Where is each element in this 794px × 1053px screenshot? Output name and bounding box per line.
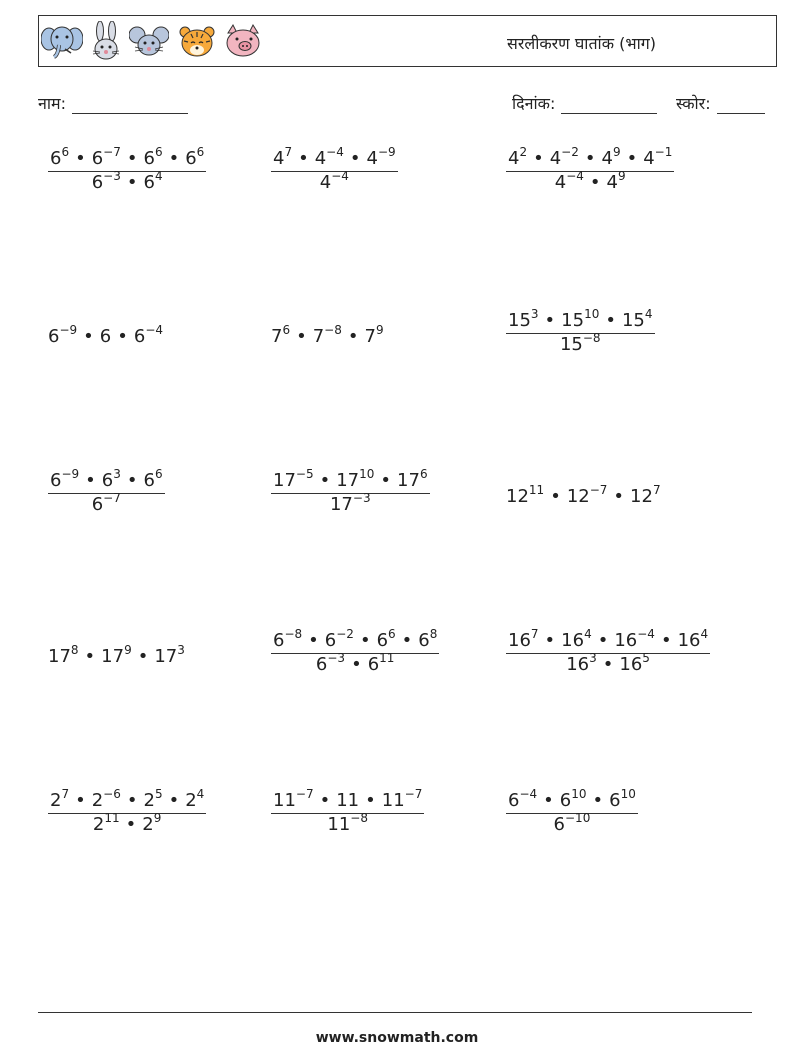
power-term: $4^{-4}$ [319,169,349,193]
power-term: $4^{-2}$ [549,145,579,169]
footer-divider [38,1012,752,1013]
power-term: $6^{-7}$ [91,145,121,169]
power-term: $2^9$ [142,811,162,835]
fraction [506,145,674,193]
power-term: $17^6$ [397,467,428,491]
footer-url: www.snowmath.com [315,1030,479,1046]
power-term: $7^9$ [364,323,384,347]
denominator [506,333,655,355]
name-label: नाम: [38,94,66,113]
multiply-dot: • [296,326,307,347]
score-label: स्कोर: [676,94,711,113]
numerator [506,145,674,171]
date-blank[interactable] [561,97,657,114]
multiply-dot: • [602,654,614,675]
power-term: $15^{10}$ [561,307,600,331]
power-term: $6^6$ [50,145,70,169]
problem-7 [48,467,165,515]
multiply-dot: • [319,470,331,491]
multiply-dot: • [126,470,138,491]
multiply-dot: • [168,148,180,169]
power-term: $15^3$ [508,307,539,331]
multiply-dot: • [83,326,94,347]
elephant-icon [41,21,83,61]
problem-1 [48,145,206,193]
score-field [676,92,765,114]
expression [48,323,164,347]
power-term: $12^7$ [630,483,661,507]
multiply-dot: • [126,790,138,811]
problem-5 [271,323,384,347]
problem-6 [506,307,655,355]
power-term: $4^{-4}$ [314,145,344,169]
power-term: $4^7$ [273,145,293,169]
numerator [506,787,638,813]
problem-2 [271,145,398,193]
multiply-dot: • [347,326,359,347]
mouse-icon [129,21,169,61]
date-field [512,92,657,114]
multiply-dot: • [592,790,604,811]
numerator [271,145,398,171]
power-term: $2^5$ [143,787,163,811]
problem-9 [506,483,661,507]
denominator [271,813,424,835]
problem-14 [271,787,424,835]
power-term: $4^{-4}$ [554,169,584,193]
fraction [271,467,430,515]
date-label: दिनांक: [512,94,556,113]
problem-10 [48,643,185,667]
multiply-dot: • [298,148,309,169]
multiply-dot: • [584,148,596,169]
numerator [48,787,206,813]
numerator [506,307,655,333]
power-term: $17^{-3}$ [329,491,371,515]
multiply-dot: • [308,630,319,651]
power-term: $7^{-8}$ [312,323,342,347]
power-term: $4^9$ [606,169,626,193]
multiply-dot: • [544,310,556,331]
multiply-dot: • [125,814,137,835]
multiply-dot: • [401,630,413,651]
power-term: $2^4$ [185,787,205,811]
denominator [271,653,439,675]
multiply-dot: • [589,172,601,193]
problem-13 [48,787,206,835]
multiply-dot: • [319,790,331,811]
multiply-dot: • [597,630,609,651]
numerator [271,467,430,493]
numerator [48,467,165,493]
denominator [48,813,206,835]
problem-4 [48,323,164,347]
power-term: $6^{-3}$ [315,651,346,675]
multiply-dot: • [613,486,625,507]
problem-3 [506,145,674,193]
power-term: $4^2$ [508,145,528,169]
power-term: $4^{-9}$ [366,145,396,169]
fraction [48,145,206,193]
power-term: $6^{-8}$ [273,627,303,651]
power-term: $6^{-3}$ [91,169,121,193]
multiply-dot: • [605,310,616,331]
problem-11 [271,627,439,675]
denominator [48,493,165,515]
numerator [506,627,710,653]
power-term: $6^6$ [376,627,396,651]
power-term: $6^{-10}$ [553,811,591,835]
multiply-dot: • [660,630,672,651]
power-term: $6^{-9}$ [50,467,80,491]
multiply-dot: • [359,630,371,651]
rabbit-icon [89,21,123,61]
multiply-dot: • [544,630,556,651]
multiply-dot: • [75,790,86,811]
multiply-dot: • [550,486,561,507]
power-term: $6^6$ [185,145,205,169]
power-term: $6^3$ [101,467,121,491]
fraction [506,627,710,675]
multiply-dot: • [84,646,96,667]
power-term: $6^{-7}$ [91,491,121,515]
multiply-dot: • [126,148,138,169]
fraction [48,787,206,835]
numerator [48,145,206,171]
power-term: $15^4$ [621,307,653,331]
power-term: $6^6$ [143,467,163,491]
problem-12 [506,627,710,675]
power-term: $16^4$ [561,627,592,651]
power-term: $12^{11}$ [506,483,545,507]
score-blank[interactable] [717,97,765,114]
power-term: $11^{-7}$ [381,787,423,811]
multiply-dot: • [543,790,554,811]
power-term: $17^9$ [101,643,132,667]
power-term: $17^{10}$ [336,467,375,491]
power-term: $6^4$ [143,169,163,193]
fraction [271,787,424,835]
name-blank[interactable] [72,97,188,114]
worksheet-title: सरलीकरण घातांक (भाग) [507,34,656,53]
power-term: $6^6$ [143,145,163,169]
tiger-icon [177,21,217,61]
problem-8 [271,467,430,515]
power-term: $4^{-1}$ [643,145,673,169]
header-box [38,15,777,67]
power-term: $7^6$ [271,323,291,347]
multiply-dot: • [85,470,96,491]
power-term: $17^8$ [48,643,79,667]
fraction [271,627,439,675]
multiply-dot: • [351,654,362,675]
denominator [506,653,710,675]
multiply-dot: • [349,148,361,169]
expression [48,643,185,667]
expression [506,483,661,507]
power-term: $6^{-2}$ [324,627,354,651]
pig-icon [223,21,263,61]
power-term: $17^3$ [154,643,185,667]
power-term: $6^{-4}$ [508,787,538,811]
denominator [506,813,638,835]
multiply-dot: • [168,790,180,811]
problem-15 [506,787,638,835]
power-term: $6^{-9}$ [48,323,78,347]
name-field [38,92,188,114]
denominator [271,493,430,515]
fraction [506,307,655,355]
fraction [48,467,165,515]
power-term: $17^{-5}$ [273,467,314,491]
power-term: $12^{-7}$ [566,483,608,507]
multiply-dot: • [533,148,544,169]
fraction [506,787,638,835]
numerator [271,627,439,653]
power-term: $16^5$ [619,651,650,675]
power-term: $16^3$ [566,651,597,675]
denominator [506,171,674,193]
power-term: $2^7$ [50,787,70,811]
power-term: $6^{10}$ [559,787,587,811]
multiply-dot: • [126,172,138,193]
power-term: $16^7$ [508,627,539,651]
denominator [271,171,398,193]
power-term: $4^9$ [601,145,621,169]
power-term: 6 [99,326,112,347]
power-term: $2^{11}$ [92,811,120,835]
power-term: $6^{11}$ [367,651,395,675]
multiply-dot: • [380,470,392,491]
multiply-dot: • [75,148,86,169]
power-term: $6^{-4}$ [133,323,164,347]
expression [271,323,384,347]
power-term: $16^{-4}$ [614,627,655,651]
power-term: $16^4$ [677,627,709,651]
multiply-dot: • [117,326,128,347]
power-term: $11^{-7}$ [273,787,314,811]
power-term: $15^{-8}$ [559,331,601,355]
power-term: $6^8$ [418,627,438,651]
fraction [271,145,398,193]
multiply-dot: • [626,148,638,169]
power-term: 11 [336,790,360,811]
numerator [271,787,424,813]
power-term: $6^{10}$ [609,787,636,811]
multiply-dot: • [137,646,149,667]
power-term: $2^{-6}$ [91,787,121,811]
denominator [48,171,206,193]
multiply-dot: • [365,790,376,811]
power-term: $11^{-8}$ [327,811,368,835]
